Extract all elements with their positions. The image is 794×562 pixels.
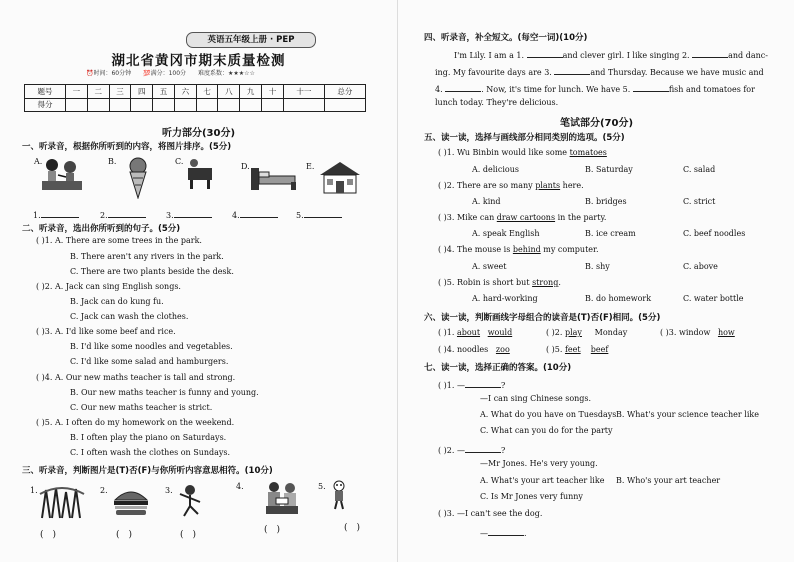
s5-q1-opt-b: B. Saturday (585, 165, 633, 174)
s4-text: and danc- (728, 51, 768, 60)
s2-q5-a[interactable]: ( )5. A. I often do my homework on the weekend. (36, 418, 235, 427)
s7-q2-opt-a: A. What's your art teacher like (480, 476, 605, 485)
score-head: 总分 (324, 85, 365, 99)
right-page (397, 0, 794, 562)
score-head: 十一 (283, 85, 324, 99)
house-picture (317, 160, 363, 194)
s2-q5-b: B. I often play the piano on Saturdays. (70, 433, 227, 442)
score-head: 六 (174, 85, 196, 99)
s3-number: 5. (318, 482, 326, 491)
s4-line-2 (435, 65, 764, 77)
section7-title: 七、读一读，选择正确的答案。(10分) (424, 363, 572, 373)
s2-q4-a[interactable]: ( )4. A. Our new maths teacher is tall and strong. (36, 373, 236, 382)
score-head: 一 (66, 85, 88, 99)
s5-q5-opt-a: A. hard-working (472, 294, 538, 303)
s2-q2-a[interactable]: ( )2. A. Jack can sing English songs. (36, 282, 181, 291)
s2-q5-c: C. I often wash the clothes on Sundays. (70, 448, 231, 457)
section3-title: 三、听录音，判断图片是(T)否(F)与你所听内容意思相符。(10分) (22, 466, 273, 476)
s7-blank[interactable] (465, 443, 501, 453)
order-blank[interactable] (232, 208, 278, 220)
score-cell[interactable] (240, 98, 262, 112)
s5-q4-opt-b: B. shy (585, 262, 610, 271)
s6-word: about (456, 328, 481, 337)
pic-label: A. (34, 157, 43, 166)
s6-pair-2[interactable] (546, 328, 627, 337)
s7-q3-dash: — (480, 529, 488, 538)
s4-blank[interactable] (527, 48, 563, 58)
section6-title: 六、读一读，判断画线字母组合的读音是(T)否(F)相同。(5分) (424, 313, 661, 323)
pic-label: E. (306, 162, 315, 171)
s6-word: play (564, 328, 582, 337)
s4-line-1 (454, 48, 768, 60)
writing-title: 笔试部分(70分) (559, 118, 634, 129)
s6-num: ( )3. (660, 328, 679, 337)
trees-picture (38, 484, 86, 520)
order-number: 3. (166, 211, 174, 220)
s7-q3-answer[interactable]: — . (480, 526, 527, 538)
s3-answer[interactable]: ( ) (40, 530, 57, 540)
s4-blank[interactable] (554, 65, 590, 75)
score-head: 五 (153, 85, 175, 99)
s6-num: ( )1. (438, 328, 457, 337)
s5-q1-opt-c: C. salad (683, 165, 716, 174)
s3-answer[interactable]: ( ) (264, 525, 281, 535)
s5-q-text: ( )2. There are so many (438, 181, 536, 190)
s7-q2-opt-b: B. Who's your art teacher (616, 476, 721, 485)
s6-num: ( )5. (546, 345, 565, 354)
kids-reading-picture (262, 480, 302, 516)
s5-q2[interactable] (438, 181, 584, 190)
dancing-girl-picture (176, 484, 204, 518)
s5-q1[interactable] (438, 148, 607, 157)
s7-q3[interactable]: ( )3. —I can't see the dog. (438, 509, 543, 518)
s2-q3-b: B. I'd like some noodles and vegetables. (70, 342, 233, 351)
s4-text: ing. My favourite days are 3. (435, 68, 555, 77)
s2-q3-c: C. I'd like some salad and hamburgers. (70, 357, 229, 366)
s5-underlined: draw cartoons (496, 213, 556, 222)
s4-text: and Thursday. Because we have music and (590, 68, 764, 77)
ice-cream-picture (126, 157, 150, 199)
order-blank[interactable] (296, 208, 342, 220)
order-blank[interactable] (166, 208, 212, 220)
s2-q1-b: B. There aren't any rivers in the park. (70, 252, 224, 261)
score-head: 七 (196, 85, 218, 99)
s5-underlined: strong (532, 278, 559, 287)
s3-number: 3. (165, 486, 173, 495)
s4-text: and clever girl. I like singing 2. (562, 51, 693, 60)
s6-word: feet (564, 345, 581, 354)
s7-blank[interactable] (488, 526, 524, 536)
bed-picture (250, 166, 298, 192)
s5-q5[interactable] (438, 278, 561, 287)
s6-word: beef (590, 345, 609, 354)
s6-pair-1[interactable] (438, 328, 512, 337)
s4-text: . Now, it's time for lunch. We have 5. (481, 85, 633, 94)
s7-q1-opt-b: B. What's your science teacher like (616, 410, 759, 419)
s5-q-text: ( )1. Wu Binbin would like some (438, 148, 570, 157)
s6-pair-3[interactable] (660, 328, 735, 337)
s5-q4-opt-c: C. above (683, 262, 718, 271)
s5-q-text: ( )3. Mike can (438, 213, 497, 222)
s2-q2-b: B. Jack can do kung fu. (70, 297, 164, 306)
score-head: 题号 (25, 85, 66, 99)
s2-q1-a[interactable]: ( )1. A. There are some trees in the park. (36, 236, 202, 245)
s5-q-text: ( )5. Robin is short but (438, 278, 533, 287)
s5-q4[interactable] (438, 245, 599, 254)
s5-q3-opt-a: A. speak English (472, 229, 540, 238)
s5-q2-opt-b: B. bridges (585, 197, 627, 206)
s7-q-text: ( )1. — (438, 381, 465, 390)
s7-q1-opt-c: C. What can you do for the party (480, 426, 613, 435)
s5-q3[interactable] (438, 213, 606, 222)
s2-q1-c: C. There are two plants beside the desk. (70, 267, 234, 276)
listening-title: 听力部分(30分) (161, 128, 236, 139)
s7-q1[interactable]: ( )1. — ? (438, 378, 505, 390)
s4-text: fish and tomatoes for (668, 85, 755, 94)
s5-q2-opt-c: C. strict (683, 197, 716, 206)
boy-picture (330, 480, 348, 510)
score-cell[interactable] (196, 98, 218, 112)
order-number: 2. (100, 211, 108, 220)
s7-q1-opt-a: A. What do you have on Tuesdays (480, 410, 617, 419)
order-number: 1. (33, 211, 41, 220)
s4-line-4: lunch today. They're delicious. (435, 98, 559, 107)
score-cell[interactable] (218, 98, 240, 112)
s5-q5-opt-c: C. water bottle (683, 294, 744, 303)
score-head: 十 (262, 85, 284, 99)
s5-q3-opt-b: B. ice cream (585, 229, 636, 238)
s5-underlined: plants (535, 181, 561, 190)
order-number: 5. (296, 211, 304, 220)
s6-num: ( )2. (546, 328, 565, 337)
s7-q2-opt-c: C. Is Mr Jones very funny (480, 492, 583, 501)
pic-label: B. (108, 157, 117, 166)
score-cell[interactable] (131, 98, 153, 112)
s5-underlined: tomatoes (569, 148, 607, 157)
s2-q3-a[interactable]: ( )3. A. I'd like some beef and rice. (36, 327, 176, 336)
s4-line-3 (435, 82, 755, 94)
s7-q-text: ( )2. — (438, 446, 465, 455)
section2-title: 二、听录音，选出你所听到的句子。(5分) (22, 224, 181, 234)
score-cell[interactable] (66, 98, 88, 112)
score-cell[interactable] (324, 98, 365, 112)
section5-title: 五、读一读，选择与画线部分相同类别的选项。(5分) (424, 133, 625, 143)
kids-playing-picture (40, 155, 88, 193)
s5-q4-opt-a: A. sweet (472, 262, 507, 271)
score-cell[interactable] (283, 98, 324, 112)
s4-text: 4. (435, 85, 446, 94)
section4-title: 四、听录音，补全短文。(每空一词)(10分) (424, 33, 588, 43)
order-blank[interactable] (100, 208, 146, 220)
s6-pair-4[interactable] (438, 345, 510, 354)
order-blank[interactable] (33, 208, 79, 220)
s5-q-text: ( )4. The mouse is (438, 245, 513, 254)
pic-label: D. (241, 162, 250, 171)
section1-title: 一、听录音，根据你所听到的内容，将图片排序。(5分) (22, 142, 232, 152)
s7-blank[interactable] (465, 378, 501, 388)
score-cell[interactable] (109, 98, 131, 112)
s6-pair-5[interactable] (546, 345, 608, 354)
exam-meta: ⏰时间：60分钟 💯满分：100分 难度系数：★★★☆☆ (86, 70, 255, 77)
s5-q-text: in the party. (555, 213, 607, 222)
s6-word: would (487, 328, 513, 337)
s5-q-text: . (558, 278, 561, 287)
score-row-label: 得分 (25, 98, 66, 112)
score-head: 八 (218, 85, 240, 99)
s7-q2[interactable]: ( )2. — ? (438, 443, 505, 455)
s5-underlined: behind (512, 245, 541, 254)
classroom-picture (186, 158, 214, 190)
hamburger-picture (112, 488, 150, 516)
s3-number: 1. (30, 486, 38, 495)
score-head: 二 (87, 85, 109, 99)
exam-title: 湖北省黄冈市期末质量检测 (111, 53, 286, 69)
s5-q1-opt-a: A. delicious (472, 165, 519, 174)
s6-word: Monday (594, 328, 628, 337)
s7-q2-answer: —Mr Jones. He's very young. (480, 459, 598, 468)
score-table (24, 84, 366, 112)
s2-q4-c: C. Our new maths teacher is strict. (70, 403, 213, 412)
pic-label: C. (175, 157, 184, 166)
s4-blank[interactable] (445, 82, 481, 92)
s4-blank[interactable] (633, 82, 669, 92)
s7-q1-answer: —I can sing Chinese songs. (480, 394, 592, 403)
banner-text: 英语五年级上册 · PEP (207, 35, 295, 45)
s3-answer[interactable]: ( ) (344, 523, 361, 533)
score-cell[interactable] (174, 98, 196, 112)
s5-q3-opt-c: C. beef noodles (683, 229, 746, 238)
s6-word: noodles (456, 345, 489, 354)
score-cell[interactable] (87, 98, 109, 112)
s6-word: window (678, 328, 711, 337)
s6-word: how (717, 328, 735, 337)
s5-q-text: my computer. (540, 245, 599, 254)
s4-text: I'm Lily. I am a 1. (454, 51, 527, 60)
score-head: 九 (240, 85, 262, 99)
s4-blank[interactable] (692, 48, 728, 58)
header-banner (186, 32, 316, 48)
score-head: 四 (131, 85, 153, 99)
s3-number: 4. (236, 482, 244, 491)
score-head: 三 (109, 85, 131, 99)
s3-answer[interactable]: ( ) (180, 530, 197, 540)
s6-word: zoo (495, 345, 510, 354)
order-number: 4. (232, 211, 240, 220)
s2-q4-b: B. Our new maths teacher is funny and young. (70, 388, 259, 397)
s6-num: ( )4. (438, 345, 457, 354)
score-cell[interactable] (153, 98, 175, 112)
s5-q-text: here. (560, 181, 584, 190)
s5-q5-opt-b: B. do homework (585, 294, 652, 303)
s2-q2-c: C. Jack can wash the clothes. (70, 312, 189, 321)
s3-answer[interactable]: ( ) (116, 530, 133, 540)
score-cell[interactable] (262, 98, 284, 112)
s3-number: 2. (100, 486, 108, 495)
s5-q2-opt-a: A. kind (472, 197, 501, 206)
